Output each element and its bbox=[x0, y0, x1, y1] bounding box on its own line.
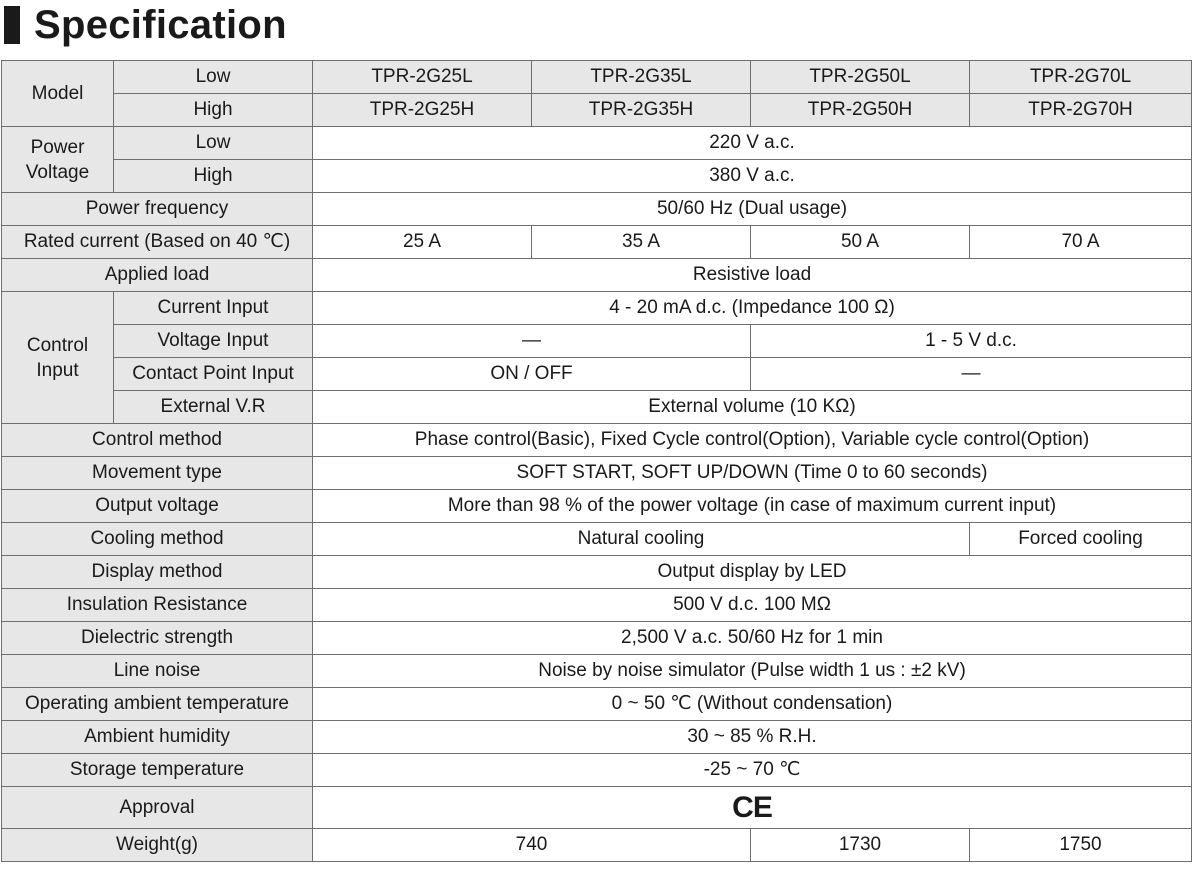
model-label: Model bbox=[2, 61, 114, 127]
applied-load-value: Resistive load bbox=[313, 259, 1192, 292]
operating-temperature-value: 0 ~ 50 ℃ (Without condensation) bbox=[313, 688, 1192, 721]
heading-accent-bar bbox=[4, 6, 20, 44]
power-voltage-high-value: 380 V a.c. bbox=[313, 160, 1192, 193]
line-noise-value: Noise by noise simulator (Pulse width 1 us : ±2 kV) bbox=[313, 655, 1192, 688]
weight-value: 1730 bbox=[751, 829, 970, 862]
rated-current-value: 50 A bbox=[751, 226, 970, 259]
contact-point-input-value: ON / OFF bbox=[313, 358, 751, 391]
control-method-value: Phase control(Basic), Fixed Cycle control(Option), Variable cycle control(Option) bbox=[313, 424, 1192, 457]
movement-type-label: Movement type bbox=[2, 457, 313, 490]
current-input-value: 4 - 20 mA d.c. (Impedance 100 Ω) bbox=[313, 292, 1192, 325]
dielectric-strength-value: 2,500 V a.c. 50/60 Hz for 1 min bbox=[313, 622, 1192, 655]
cooling-method-value: Forced cooling bbox=[970, 523, 1192, 556]
table-row bbox=[2, 259, 1192, 292]
page-title: Specification bbox=[34, 3, 287, 47]
model-low-label: Low bbox=[114, 61, 313, 94]
approval-value bbox=[313, 787, 1192, 829]
rated-current-value: 70 A bbox=[970, 226, 1192, 259]
insulation-resistance-value: 500 V d.c. 100 MΩ bbox=[313, 589, 1192, 622]
rated-current-value: 25 A bbox=[313, 226, 532, 259]
table-row bbox=[2, 655, 1192, 688]
table-row bbox=[2, 688, 1192, 721]
table-row bbox=[2, 829, 1192, 862]
power-frequency-value: 50/60 Hz (Dual usage) bbox=[313, 193, 1192, 226]
table-row bbox=[2, 358, 1192, 391]
model-low-cell: TPR-2G50L bbox=[751, 61, 970, 94]
power-frequency-label: Power frequency bbox=[2, 193, 313, 226]
voltage-input-value: — bbox=[313, 325, 751, 358]
ambient-humidity-label: Ambient humidity bbox=[2, 721, 313, 754]
table-row bbox=[2, 622, 1192, 655]
table-row bbox=[2, 292, 1192, 325]
display-method-value: Output display by LED bbox=[313, 556, 1192, 589]
external-vr-value: External volume (10 KΩ) bbox=[313, 391, 1192, 424]
table-row bbox=[2, 523, 1192, 556]
table-row bbox=[2, 754, 1192, 787]
power-voltage-label bbox=[2, 127, 114, 193]
storage-temperature-label: Storage temperature bbox=[2, 754, 313, 787]
approval-label: Approval bbox=[2, 787, 313, 829]
weight-value: 1750 bbox=[970, 829, 1192, 862]
rated-current-label: Rated current (Based on 40 ℃) bbox=[2, 226, 313, 259]
model-high-label: High bbox=[114, 94, 313, 127]
model-high-cell: TPR-2G35H bbox=[532, 94, 751, 127]
table-row bbox=[2, 226, 1192, 259]
page-heading bbox=[0, 0, 1198, 52]
table-row bbox=[2, 193, 1192, 226]
weight-label: Weight(g) bbox=[2, 829, 313, 862]
voltage-input-value: 1 - 5 V d.c. bbox=[751, 325, 1192, 358]
voltage-input-label: Voltage Input bbox=[114, 325, 313, 358]
table-row bbox=[2, 61, 1192, 94]
model-high-cell: TPR-2G70H bbox=[970, 94, 1192, 127]
contact-point-input-value: — bbox=[751, 358, 1192, 391]
cooling-method-label: Cooling method bbox=[2, 523, 313, 556]
display-method-label: Display method bbox=[2, 556, 313, 589]
control-input-label bbox=[2, 292, 114, 424]
table-row bbox=[2, 457, 1192, 490]
table-row bbox=[2, 490, 1192, 523]
model-low-cell: TPR-2G70L bbox=[970, 61, 1192, 94]
power-voltage-label-line1: Power bbox=[30, 136, 85, 158]
ambient-humidity-value: 30 ~ 85 % R.H. bbox=[313, 721, 1192, 754]
table-row bbox=[2, 556, 1192, 589]
model-high-cell: TPR-2G25H bbox=[313, 94, 532, 127]
power-voltage-high-label: High bbox=[114, 160, 313, 193]
table-row bbox=[2, 589, 1192, 622]
applied-load-label: Applied load bbox=[2, 259, 313, 292]
movement-type-value: SOFT START, SOFT UP/DOWN (Time 0 to 60 seconds) bbox=[313, 457, 1192, 490]
table-row bbox=[2, 424, 1192, 457]
output-voltage-value: More than 98 % of the power voltage (in case of maximum current input) bbox=[313, 490, 1192, 523]
table-row bbox=[2, 127, 1192, 160]
output-voltage-label: Output voltage bbox=[2, 490, 313, 523]
current-input-label: Current Input bbox=[114, 292, 313, 325]
power-voltage-low-value: 220 V a.c. bbox=[313, 127, 1192, 160]
table-row bbox=[2, 160, 1192, 193]
model-low-cell: TPR-2G35L bbox=[532, 61, 751, 94]
contact-point-input-label: Contact Point Input bbox=[114, 358, 313, 391]
line-noise-label: Line noise bbox=[2, 655, 313, 688]
power-voltage-label-line2: Voltage bbox=[25, 161, 90, 183]
control-input-label-line1: Control bbox=[26, 334, 89, 356]
control-method-label: Control method bbox=[2, 424, 313, 457]
power-voltage-low-label: Low bbox=[114, 127, 313, 160]
ce-mark-icon: CE bbox=[732, 790, 772, 824]
control-input-label-line2: Input bbox=[36, 359, 79, 381]
cooling-method-value: Natural cooling bbox=[313, 523, 970, 556]
table-row bbox=[2, 94, 1192, 127]
insulation-resistance-label: Insulation Resistance bbox=[2, 589, 313, 622]
rated-current-value: 35 A bbox=[532, 226, 751, 259]
operating-temperature-label: Operating ambient temperature bbox=[2, 688, 313, 721]
table-row bbox=[2, 391, 1192, 424]
model-low-cell: TPR-2G25L bbox=[313, 61, 532, 94]
model-high-cell: TPR-2G50H bbox=[751, 94, 970, 127]
weight-value: 740 bbox=[313, 829, 751, 862]
storage-temperature-value: -25 ~ 70 ℃ bbox=[313, 754, 1192, 787]
specification-table bbox=[1, 60, 1192, 862]
dielectric-strength-label: Dielectric strength bbox=[2, 622, 313, 655]
table-row bbox=[2, 325, 1192, 358]
external-vr-label: External V.R bbox=[114, 391, 313, 424]
table-row bbox=[2, 787, 1192, 829]
table-row bbox=[2, 721, 1192, 754]
